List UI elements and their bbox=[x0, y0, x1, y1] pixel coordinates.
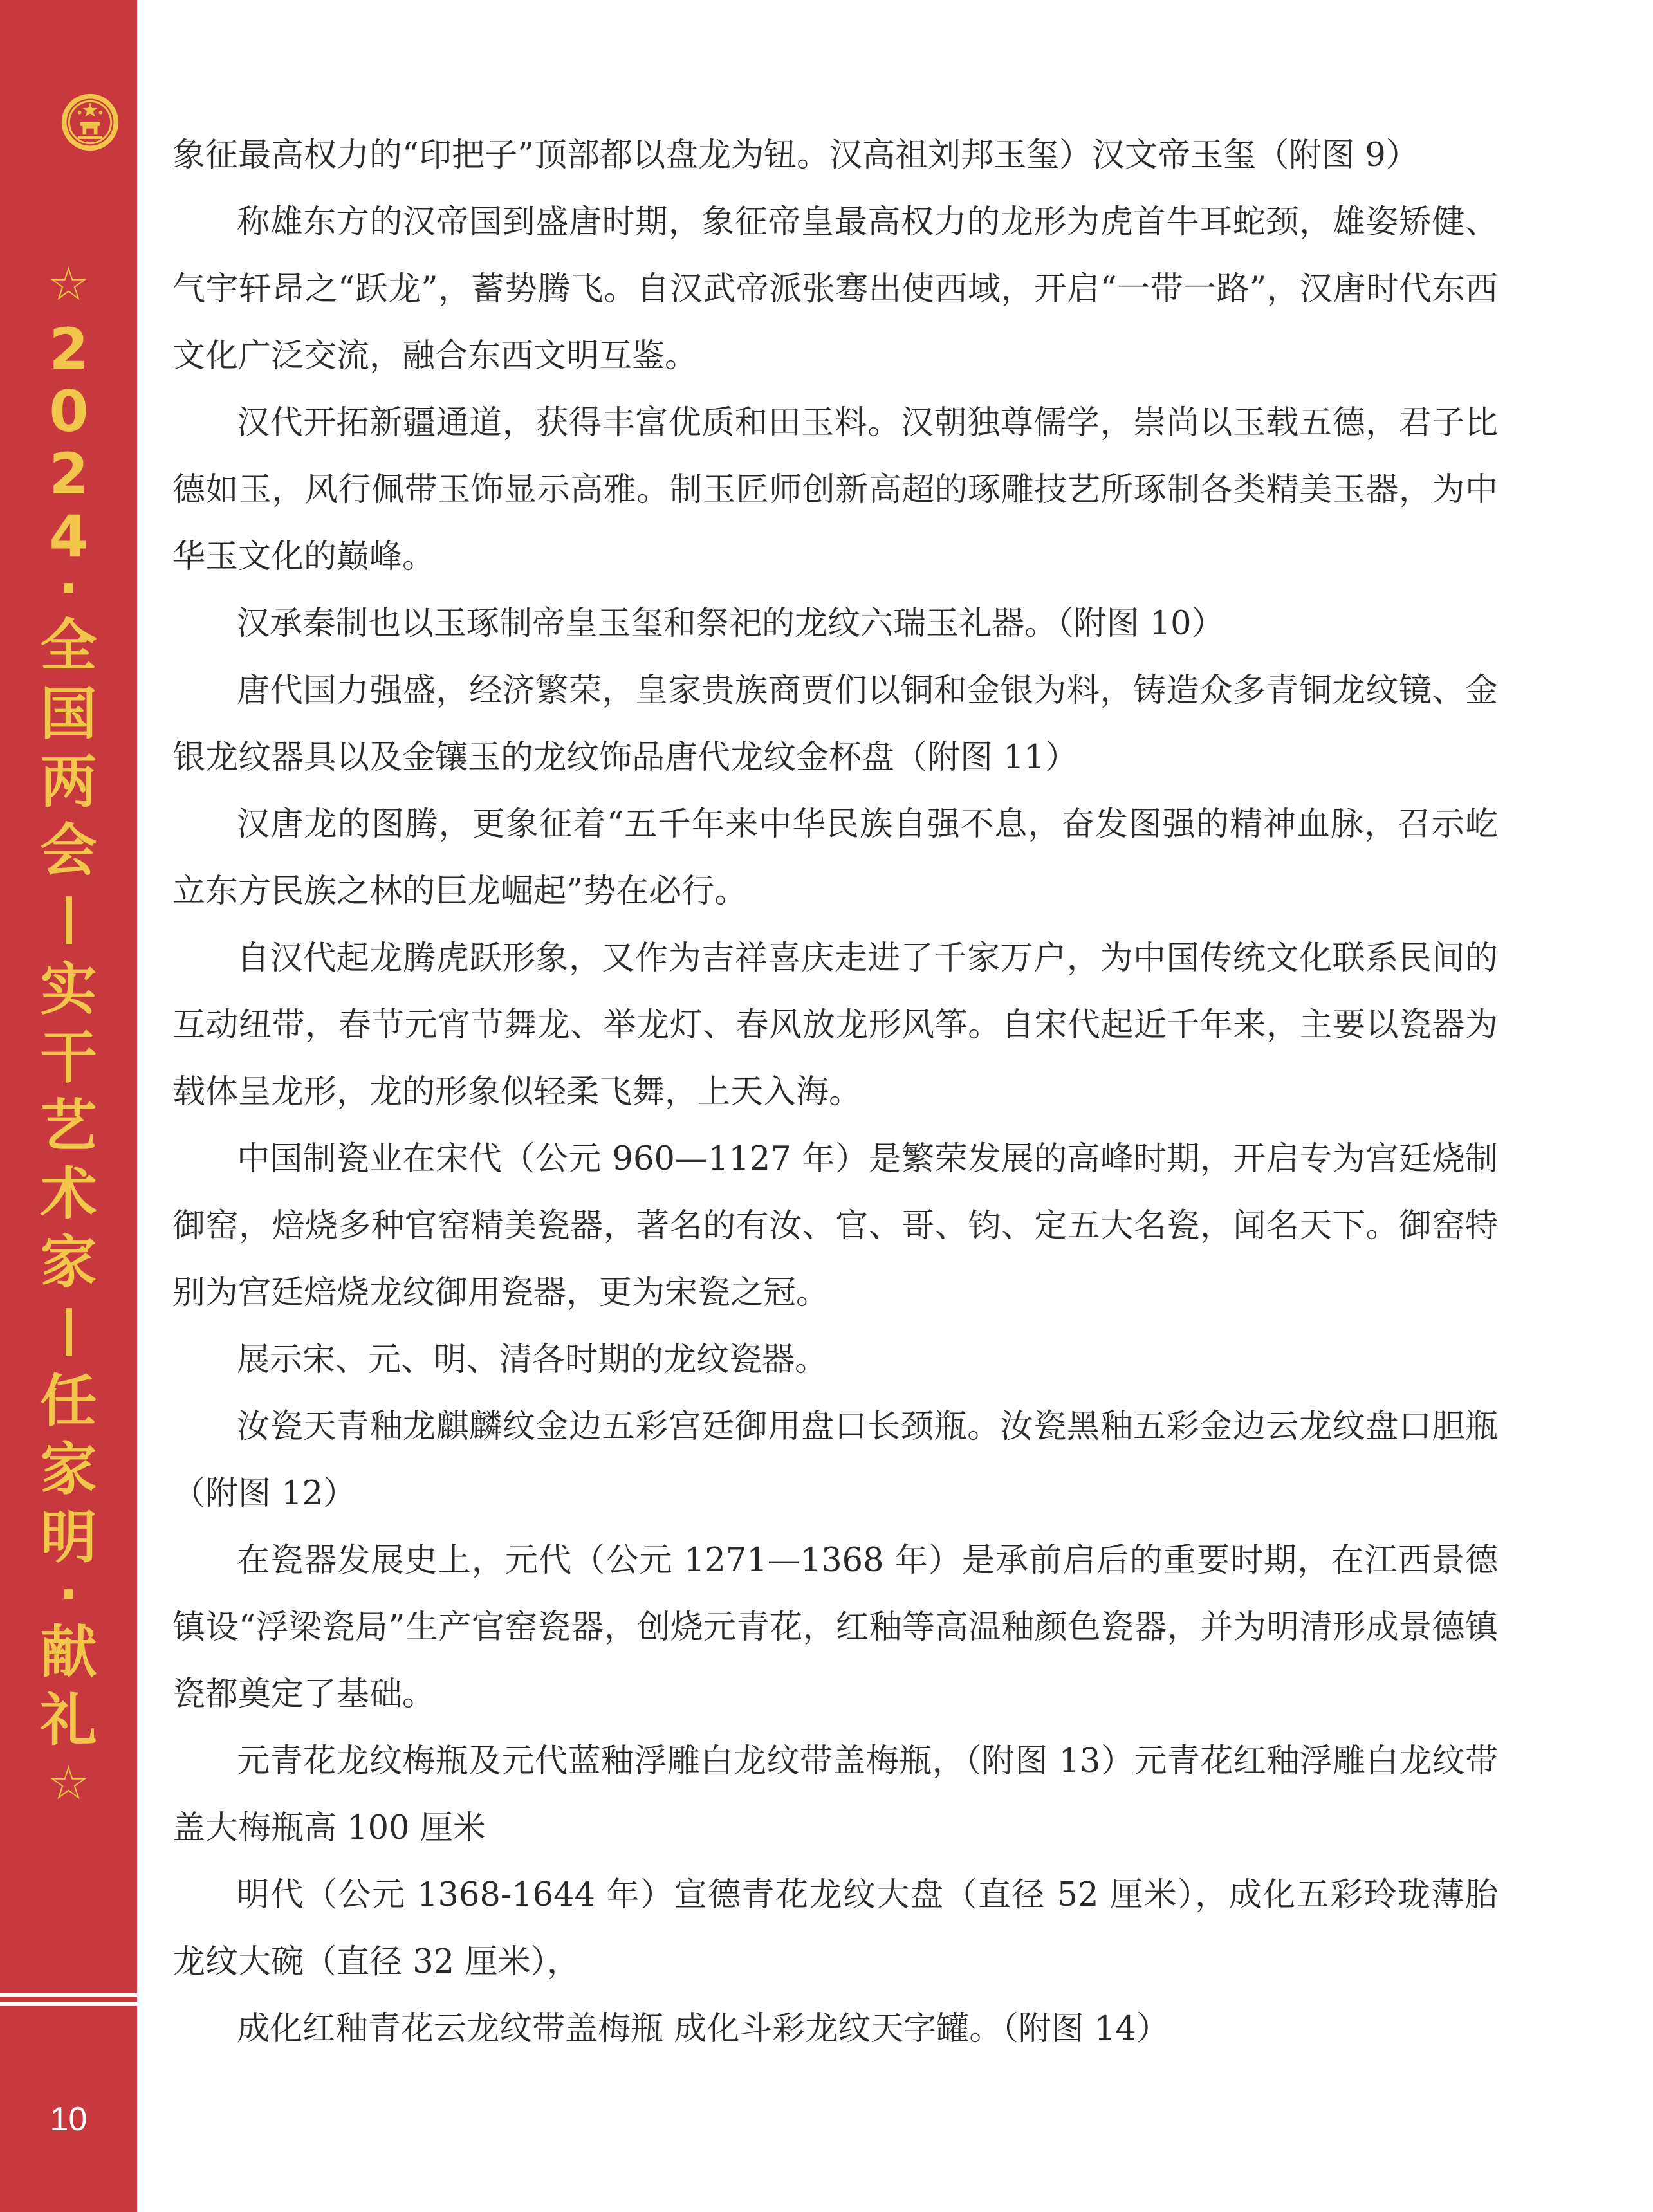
title-char: 实 bbox=[40, 956, 97, 1022]
sidebar-rule bbox=[0, 2002, 137, 2006]
title-char: 家 bbox=[40, 1436, 97, 1502]
title-char: 艺 bbox=[40, 1092, 97, 1159]
paragraph: 元青花龙纹梅瓶及元代蓝釉浮雕白龙纹带盖梅瓶，（附图 13）元青花红釉浮雕白龙纹带盖大梅瓶高 100 厘米 bbox=[172, 1742, 1498, 1847]
article-body bbox=[172, 122, 1498, 2063]
paragraph: 展示宋、元、明、清各时期的龙纹瓷器。 bbox=[237, 1341, 828, 1379]
paragraph: 明代（公元 1368-1644 年）宣德青花龙纹大盘（直径 52 厘米），成化五彩玲珑薄胎龙纹大碗（直径 32 厘米）， bbox=[172, 1876, 1498, 1981]
title-char: 明 bbox=[40, 1504, 97, 1571]
title-char: 礼 bbox=[40, 1687, 97, 1753]
vertical-title bbox=[0, 257, 137, 1810]
title-dot: · bbox=[59, 560, 78, 618]
title-dash bbox=[66, 896, 72, 944]
paragraph: 称雄东方的汉帝国到盛唐时期，象征帝皇最高权力的龙形为虎首牛耳蛇颈，雄姿矫健、气宇轩昂之“跃龙”，蓄势腾飞。自汉武帝派张骞出使西域，开启“一带一路”，汉唐时代东西文化广泛交流，融合东西文明互鉴。 bbox=[172, 203, 1498, 375]
title-char: 干 bbox=[40, 1024, 97, 1091]
title-char: 全 bbox=[40, 613, 97, 679]
title-char: 两 bbox=[40, 749, 97, 815]
paragraph: 自汉代起龙腾虎跃形象，又作为吉祥喜庆走进了千家万户，为中国传统文化联系民间的互动纽带，春节元宵节舞龙、举龙灯、春风放龙形风筝。自宋代起近千年来，主要以瓷器为载体呈龙形，龙的形象似轻柔飞舞，上天入海。 bbox=[172, 939, 1498, 1111]
title-dash bbox=[66, 1308, 72, 1356]
star-icon: ☆ bbox=[48, 257, 89, 311]
national-emblem-icon bbox=[59, 91, 121, 153]
paragraph: 象征最高权力的“印把子”顶部都以盘龙为钮。汉高祖刘邦玉玺）汉文帝玉玺（附图 9） bbox=[172, 136, 1419, 174]
title-char: 术 bbox=[40, 1161, 97, 1227]
paragraph: 成化红釉青花云龙纹带盖梅瓶 成化斗彩龙纹天字罐。（附图 14） bbox=[237, 2010, 1169, 2048]
title-char: 任 bbox=[40, 1368, 97, 1434]
paragraph: 汉代开拓新疆通道，获得丰富优质和田玉料。汉朝独尊儒学，崇尚以玉载五德，君子比德如玉，风行佩带玉饰显示高雅。制玉匠师创新高超的琢雕技艺所琢制各类精美玉器，为中华玉文化的巅峰。 bbox=[172, 404, 1498, 576]
title-year: 2024 bbox=[35, 316, 102, 566]
sidebar-rule bbox=[0, 1993, 137, 1997]
title-dot: · bbox=[59, 1566, 78, 1624]
title-char: 会 bbox=[40, 817, 97, 883]
title-char: 献 bbox=[40, 1619, 97, 1685]
paragraph: 唐代国力强盛，经济繁荣，皇家贵族商贾们以铜和金银为料，铸造众多青铜龙纹镜、金银龙纹器具以及金镶玉的龙纹饰品唐代龙纹金杯盘（附图 11） bbox=[172, 672, 1498, 777]
paragraph: 汉承秦制也以玉琢制帝皇玉玺和祭祀的龙纹六瑞玉礼器。（附图 10） bbox=[237, 605, 1224, 643]
title-char: 家 bbox=[40, 1229, 97, 1295]
title-char: 国 bbox=[40, 681, 97, 747]
paragraph: 在瓷器发展史上，元代（公元 1271—1368 年）是承前启后的重要时期，在江西景德镇设“浮梁瓷局”生产官窑瓷器，创烧元青花，红釉等高温釉颜色瓷器，并为明清形成景德镇瓷都奠定了基础。 bbox=[172, 1542, 1498, 1713]
paragraph: 汝瓷天青釉龙麒麟纹金边五彩宫廷御用盘口长颈瓶。汝瓷黑釉五彩金边云龙纹盘口胆瓶（附图 12） bbox=[172, 1408, 1498, 1513]
page-number: 10 bbox=[50, 2101, 88, 2138]
sidebar bbox=[0, 0, 137, 2212]
star-icon: ☆ bbox=[48, 1756, 89, 1810]
paragraph: 中国制瓷业在宋代（公元 960—1127 年）是繁荣发展的高峰时期，开启专为宫廷烧制御窑，焙烧多种官窑精美瓷器，著名的有汝、官、哥、钧、定五大名瓷，闻名天下。御窑特别为宫廷焙烧龙纹御用瓷器，更为宋瓷之冠。 bbox=[172, 1140, 1498, 1312]
paragraph: 汉唐龙的图腾，更象征着“五千年来中华民族自强不息，奋发图强的精神血脉，召示屹立东方民族之林的巨龙崛起”势在必行。 bbox=[172, 806, 1498, 910]
